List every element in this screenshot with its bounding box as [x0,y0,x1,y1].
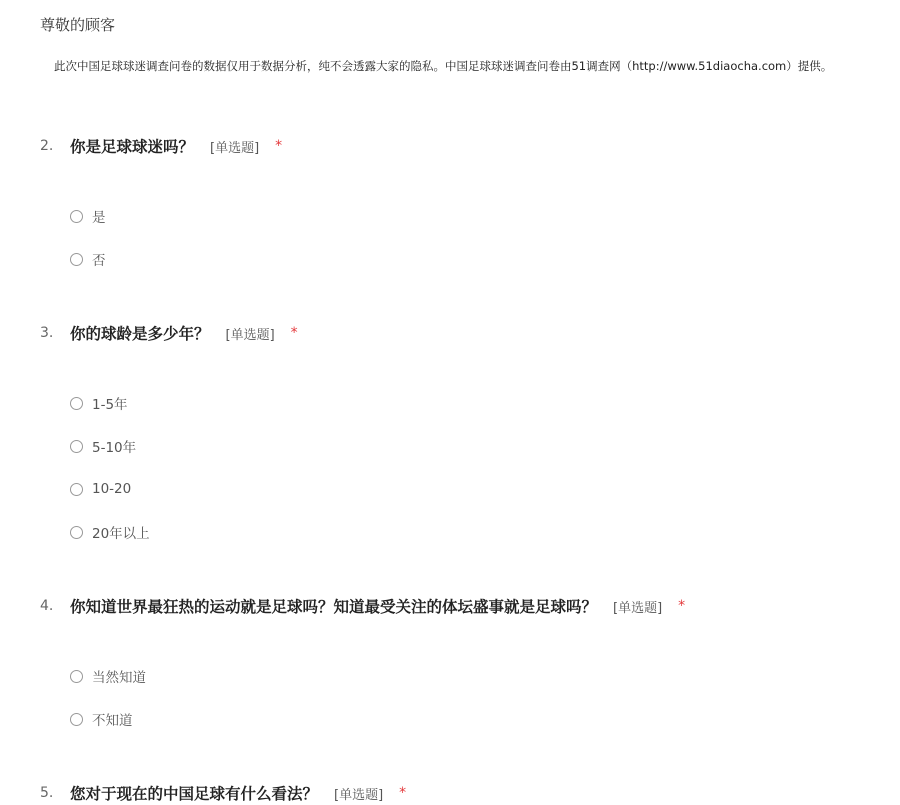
option-label: 不知道 [92,713,133,729]
option-label: 当然知道 [92,670,146,686]
radio-button[interactable] [70,670,83,683]
question-text: 您对于现在的中国足球有什么看法？ [70,785,319,803]
question-title [40,134,282,158]
option-dont-know[interactable] [70,709,133,729]
question-type-tag: [单选题] [334,787,384,803]
question-type-tag: [单选题] [613,600,663,616]
option-label: 10-20 [92,481,132,497]
radio-button[interactable] [70,253,83,266]
option-of-course-know[interactable] [70,666,146,686]
question-title [40,321,298,345]
question-type-tag: [单选题] [225,327,275,343]
question-text: 你知道世界最狂热的运动就是足球吗？知道最受关注的体坛盛事就是足球吗？ [70,598,598,616]
option-yes[interactable] [70,206,106,226]
option-10-20-years[interactable] [70,479,131,499]
question-number: 3. [40,325,54,341]
required-marker: * [275,138,283,154]
question-text: 你的球龄是多少年？ [70,325,210,343]
question-number: 4. [40,598,54,614]
option-20-plus-years[interactable] [70,522,150,542]
radio-button[interactable] [70,210,83,223]
option-label: 1-5年 [92,397,128,413]
radio-button[interactable] [70,440,83,453]
question-number: 2. [40,138,54,154]
radio-button[interactable] [70,483,83,496]
radio-button[interactable] [70,526,83,539]
question-number: 5. [40,785,54,801]
option-label: 是 [92,210,106,226]
required-marker: * [399,785,407,801]
option-label: 5-10年 [92,440,137,456]
radio-button[interactable] [70,397,83,410]
required-marker: * [678,598,686,614]
required-marker: * [290,325,298,341]
option-label: 20年以上 [92,526,150,542]
option-no[interactable] [70,249,106,269]
greeting-title: 尊敬的顾客 [40,16,116,34]
option-5-10-years[interactable] [70,436,136,456]
option-1-5-years[interactable] [70,393,128,413]
radio-button[interactable] [70,713,83,726]
question-type-tag: [单选题] [210,140,260,156]
question-text: 你是足球球迷吗？ [70,138,195,156]
question-title [40,781,406,805]
option-label: 否 [92,253,106,269]
survey-intro: 此次中国足球球迷调查问卷的数据仅用于数据分析，纯不会透露大家的隐私。中国足球球迷调查问卷由51调查网（http://www.51diaocha.com）提供。 [54,59,833,73]
question-title [40,594,685,618]
